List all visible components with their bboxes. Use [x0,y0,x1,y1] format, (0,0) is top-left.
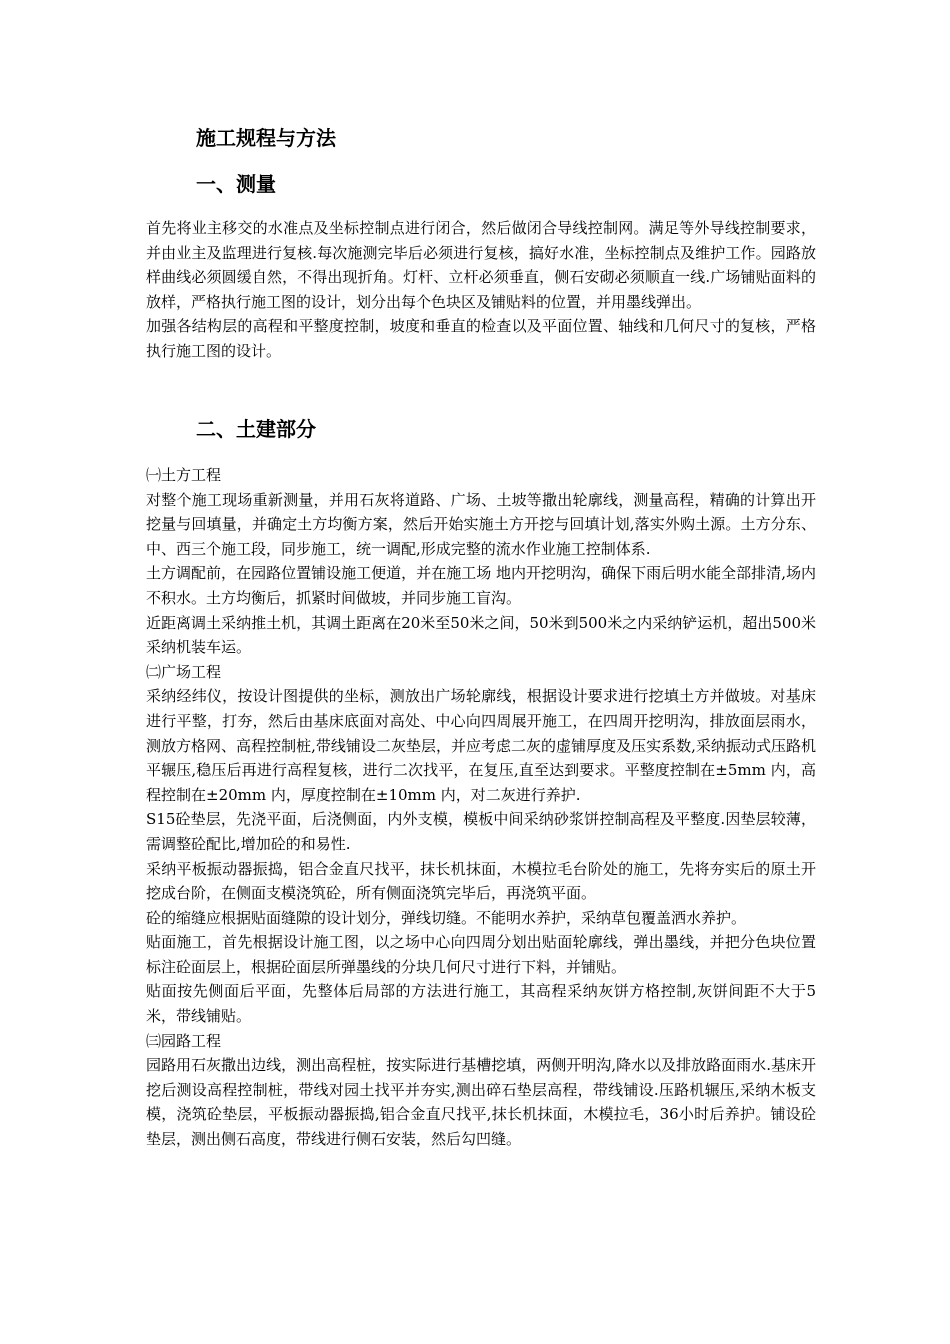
paragraph: 园路用石灰撒出边线，测出高程桩，按实际进行基槽挖填，两侧开明沟,降水以及排放路面雨水.基床开挖后测设高程控制桩，带线对园土找平并夯实,测出碎石垫层高程，带线铺设.压路机辗压,采纳木板支模，浇筑砼垫层，平板振动器振捣,铝合金直尺找平,抹长机抹面，木模拉毛，36小时后养护。铺设砼垫层，测出侧石高度，带线进行侧石安装，然后勾凹缝。 [146,1056,816,1149]
section-body-civil-works [146,463,816,1152]
paragraph: 采纳平板振动器振捣，铝合金直尺找平，抹长机抹面，木模拉毛台阶处的施工，先将夯实后的原土开挖成台阶，在侧面支模浇筑砼，所有侧面浇筑完毕后，再浇筑平面。 [146,859,816,903]
paragraph: S15砼垫层，先浇平面，后浇侧面，内外支模，模板中间采纳砂浆饼控制高程及平整度.因垫层较薄，需调整砼配比,增加砼的和易性. [146,810,816,853]
paragraph: 贴面按先侧面后平面，先整体后局部的方法进行施工，其高程采纳灰饼方格控制,灰饼间距不大于5米，带线铺贴。 [146,982,816,1026]
subheading-earthwork: ㈠土方工程 [146,466,222,484]
paragraph: 土方调配前，在园路位置铺设施工便道，并在施工场 地内开挖明沟，确保下雨后明水能全部排清,场内不积水。土方均衡后，抓紧时间做坡，并同步施工盲沟。 [146,564,816,607]
paragraph: 贴面施工，首先根据设计施工图，以之场中心向四周分划出贴面轮廓线，弹出墨线，并把分色块位置标注砼面层上，根据砼面层所弹墨线的分块几何尺寸进行下料，并铺贴。 [146,933,816,976]
paragraph: 加强各结构层的高程和平整度控制，坡度和垂直的检查以及平面位置、轴线和几何尺寸的复核，严格执行施工图的设计。 [146,317,816,360]
paragraph: 首先将业主移交的水准点及坐标控制点进行闭合，然后做闭合导线控制网。满足等外导线控制要求，并由业主及监理进行复核.每次施测完毕后必须进行复核，搞好水准，坐标控制点及维护工作。园路放样曲线必须圆缓自然，不得出现折角。灯杆、立杆必须垂直，侧石安砌必须顺直一线.广场铺贴面料的放样，严格执行施工图的设计，划分出每个色块区及铺贴料的位置，并用墨线弹出。 [146,219,816,311]
subheading-plaza: ㈡广场工程 [146,662,222,681]
document-title: 施工规程与方法 [196,126,336,150]
paragraph: 近距离调土采纳推土机，其调土距离在20米至50米之间，50米到500米之内采纳铲运机，超出500米采纳机装车运。 [146,613,816,657]
section-heading-survey: 一、测量 [196,172,276,196]
paragraph: 砼的缩缝应根据贴面缝隙的设计划分，弹线切缝。不能明水养护，采纳草包覆盖洒水养护。 [146,908,747,927]
section-heading-civil-works: 二、土建部分 [196,417,316,441]
section-body-survey [146,216,816,364]
subheading-garden-path: ㈢园路工程 [146,1031,222,1050]
paragraph: 采纳经纬仪，按设计图提供的坐标，测放出广场轮廓线，根据设计要求进行挖填土方并做坡。对基床进行平整，打夯，然后由基床底面对高处、中心向四周展开施工，在四周开挖明沟，排放面层雨水，测放方格网、高程控制桩,带线铺设二灰垫层，并应考虑二灰的虚铺厚度及压实系数,采纳振动式压路机平辗压,稳压后再进行高程复核，进行二次找平，在复压,直至达到要求。平整度控制在±5mm 内，高程控制在±20mm 内，厚度控制在±10mm 内，对二灰进行养护. [146,687,816,804]
paragraph: 对整个施工现场重新测量，并用石灰将道路、广场、土坡等撒出轮廓线，测量高程，精确的计算出开挖量与回填量，并确定土方均衡方案，然后开始实施土方开挖与回填计划,落实外购土源。土方分东、中、西三个施工段，同步施工，统一调配,形成完整的流水作业施工控制体系. [146,490,816,558]
